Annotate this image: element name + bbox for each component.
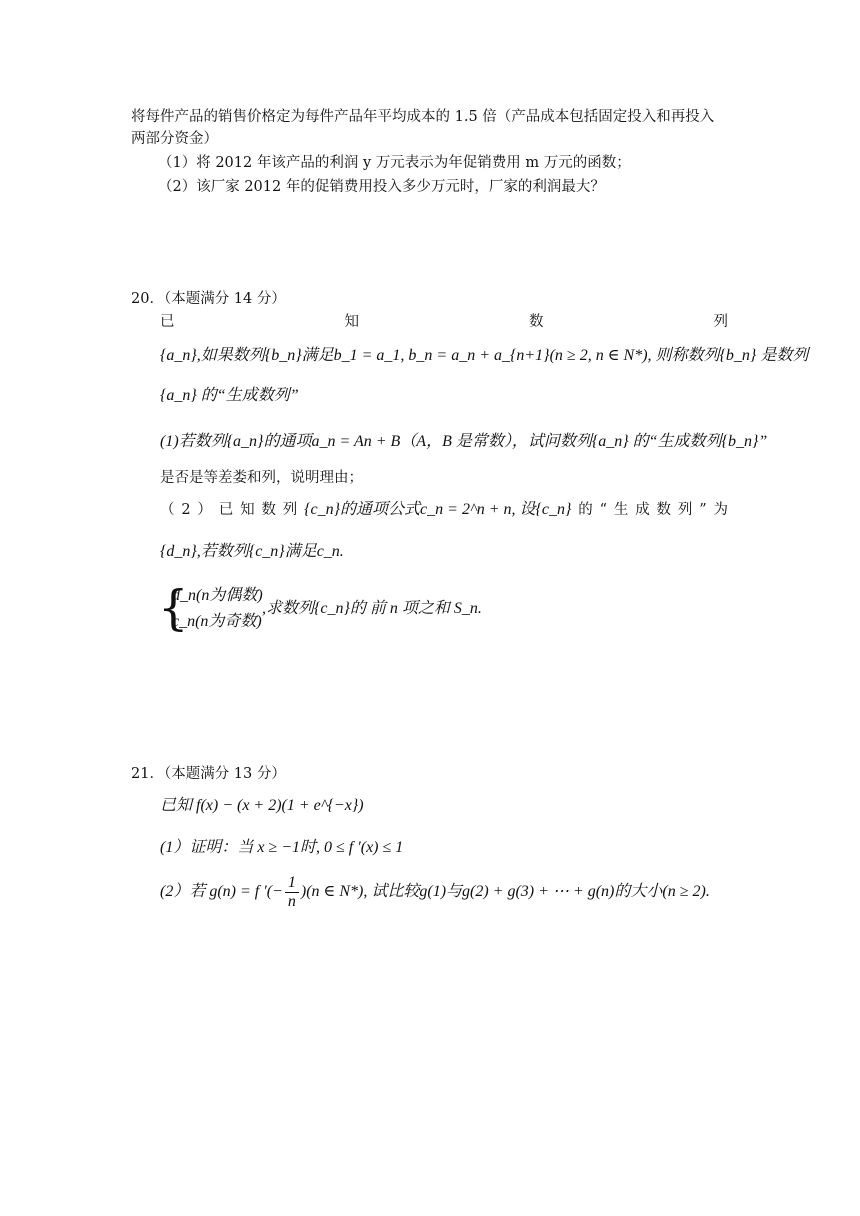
q19-line1: 将每件产品的销售价格定为每件产品年平均成本的 1.5 倍（产品成本包括固定投入和再投入 xyxy=(131,109,715,125)
q21-part2-pre: (2）若 g(n) = f ′(− xyxy=(160,883,283,900)
q21-part2-fraction xyxy=(285,874,299,911)
q20-definition-formula: {a_n},如果数列{b_n}满足b_1 = a_1, b_n = a_n + a_{n+1}(n ≥ 2, n ∈ N*), 则称数列{b_n} 是数列 xyxy=(160,347,809,364)
q20-part2-char: 2 xyxy=(181,502,191,518)
q20-case-even xyxy=(172,586,263,606)
q20-part2-char: （ xyxy=(160,502,175,518)
q20-part2-char: 知 xyxy=(240,502,255,518)
q20-spread-char: 数 xyxy=(529,314,544,330)
q20-part2-line2-formula: {d_n},若数列{c_n}满足c_n. xyxy=(160,543,344,560)
q20-part2-char: 已 xyxy=(218,502,234,518)
q20-part2-char: 列 xyxy=(282,502,298,518)
q20-part2-char: ） xyxy=(197,502,212,518)
q20-part2-char: ” xyxy=(699,502,707,518)
q20-part1-formula: (1)若数列{a_n}的通项a_n = An + B（A，B 是常数），试问数列{a_n} 的“生成数列{b_n}” xyxy=(160,433,768,450)
q19-part1: （1）将 2012 年该产品的利润 y 万元表示为年促销费用 m 万元的函数； xyxy=(158,155,631,171)
q20-definition-line xyxy=(160,346,809,366)
q21-given-formula: 已知 f(x) − (x + 2)(1 + e^{−x}) xyxy=(160,797,364,814)
q20-case-brace: { xyxy=(158,580,189,636)
q20-part2-char: “ xyxy=(599,502,607,518)
q20-case-tail xyxy=(262,599,482,619)
q20-spread-char: 已 xyxy=(160,314,175,330)
q20-case-odd-text: c_n(n为奇数) xyxy=(172,613,262,630)
q20-part2-char: 的 xyxy=(578,502,593,518)
q20-part2-char: 数 xyxy=(656,502,672,518)
q20-part1-line2: 是否是等差娄和列，说明理由； xyxy=(160,470,363,486)
q20-part2-line2 xyxy=(160,542,344,562)
q20-part2-char: 数 xyxy=(261,502,276,518)
q20-part2-char: 成 xyxy=(635,502,650,518)
q20-case-tail-text: ,求数列{c_n}的 前 n 项之和 S_n. xyxy=(262,600,482,617)
q19-line2: 两部分资金） xyxy=(131,131,218,147)
q20-generated-sequence-label: {a_n} 的“生成数列” xyxy=(160,387,299,404)
q21-fraction-numerator: 1 xyxy=(285,874,299,893)
q21-part1 xyxy=(160,838,403,858)
q20-part2-char: 列 xyxy=(677,502,693,518)
q20-definition-tail xyxy=(160,386,299,406)
q19-part2: （2）该厂家 2012 年的促销费用投入多少万元时，厂家的利润最大？ xyxy=(158,179,605,195)
q21-given xyxy=(160,796,364,816)
q20-part2-spread xyxy=(160,500,728,520)
q20-spread-char: 知 xyxy=(344,314,359,330)
q21-part1-formula: (1）证明：当 x ≥ −1时, 0 ≤ f ′(x) ≤ 1 xyxy=(160,839,404,856)
q20-case-odd xyxy=(172,612,262,632)
q20-header: 20．（本题满分 14 分） xyxy=(131,291,286,307)
q20-spread-char: 列 xyxy=(713,314,728,330)
q20-case-even-text: d_n(n为偶数) xyxy=(172,587,263,604)
q20-intro-spread xyxy=(160,312,728,332)
q20-part2-char: 为 xyxy=(713,502,728,518)
q21-fraction-denominator: n xyxy=(287,892,296,910)
q21-header: 21．（本题满分 13 分） xyxy=(131,766,286,782)
q20-part2-char: 生 xyxy=(613,502,629,518)
q21-part2-post: )(n ∈ N*), 试比较g(1)与g(2) + g(3) + ⋯ + g(n)的大小(n ≥ 2). xyxy=(300,883,710,900)
q20-part1-line1 xyxy=(160,432,767,452)
q20-part2-formula: {c_n}的通项公式c_n = 2^n + n, 设{c_n} xyxy=(304,501,572,518)
q21-part2 xyxy=(160,872,710,912)
